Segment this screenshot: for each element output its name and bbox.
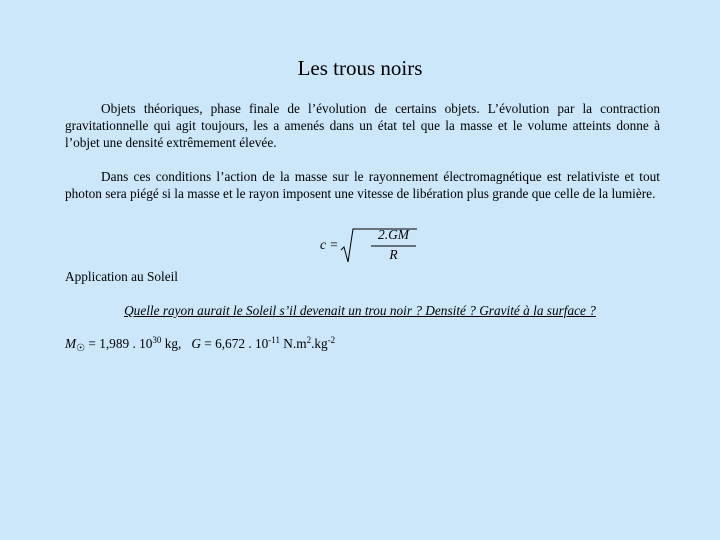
application-heading: Application au Soleil xyxy=(65,269,179,284)
sun-icon: ☉ xyxy=(76,343,86,354)
paragraph-definition-text: Objets théoriques, phase finale de l’évolution de certains objets. L’évolution par la contraction gravitationnelle qui agit toujours, les a amenés dans un état tel que la masse et le volume atteints donne à l’objet une densité extrêmement élevée. xyxy=(65,101,660,150)
paragraph-conditions xyxy=(65,168,660,202)
escape-velocity-formula xyxy=(320,224,420,268)
m-exponent: 2 xyxy=(306,335,312,345)
g-unit-kg: .kg xyxy=(311,336,328,351)
g-symbol: G xyxy=(191,336,201,351)
constants-line xyxy=(65,334,335,354)
formula-numerator: 2.GM xyxy=(377,227,410,242)
formula-denominator: R xyxy=(389,247,398,262)
g-exponent: -11 xyxy=(268,335,280,345)
paragraph-conditions-text: Dans ces conditions l’action de la masse sur le rayonnement électromagnétique est relativiste et tout photon sera piégé si la masse et le rayon imposent une vitesse de libération plus grande que celle de la lumière. xyxy=(65,169,660,201)
question-text: Quelle rayon aurait le Soleil s’il devenait un trou noir ? Densité ? Gravité à la surface ? xyxy=(124,303,596,318)
kg-exponent: -2 xyxy=(327,335,336,345)
mass-value: = 1,989 . 10 xyxy=(88,336,153,351)
mass-unit: kg, xyxy=(161,336,182,351)
paragraph-definition xyxy=(65,100,660,151)
g-unit: N.m xyxy=(279,336,307,351)
mass-exponent: 30 xyxy=(152,335,162,345)
slide-title: Les trous noirs xyxy=(297,56,423,80)
g-value: = 6,672 . 10 xyxy=(200,336,269,351)
formula-lhs: c = xyxy=(320,237,339,252)
mass-symbol: M xyxy=(65,336,77,351)
